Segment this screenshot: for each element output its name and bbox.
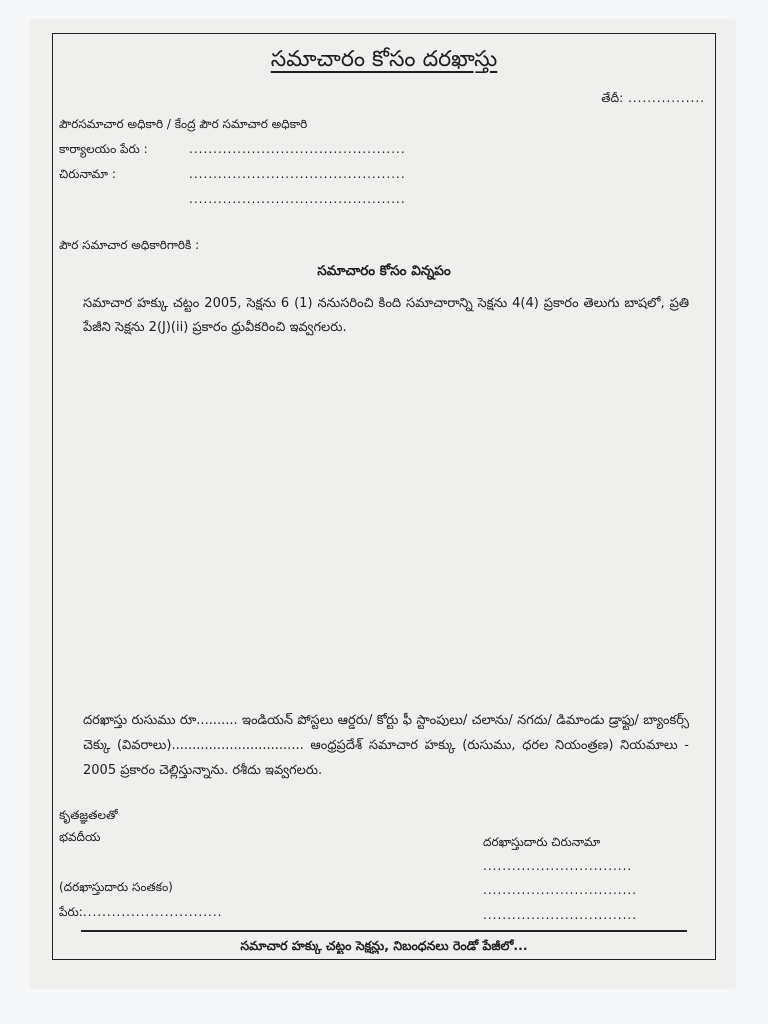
name-blank: ............................. [82, 905, 223, 919]
address-label: చిరునామా : [59, 167, 116, 181]
address-field-line-2 [59, 191, 479, 208]
salutation-text: పౌర సమాచార అధికారిగారికి : [59, 238, 200, 252]
address-blank-1: ............................................. [189, 167, 406, 181]
form-border [52, 33, 716, 960]
applicant-address-label: దరఖాస్తుదారు చిరునామా [483, 835, 601, 849]
footer-note: సమాచార హక్కు చట్టం సెక్షన్లు, నిబంధనలు రెండో పేజీలో... [240, 938, 528, 953]
officer-line-text: పౌరసమాచార అధికారి / కేంద్ర పౌర సమాచార అధికారి [59, 117, 308, 131]
date-label: తేదీ: [601, 91, 624, 105]
form-title [53, 44, 715, 76]
footer-divider [81, 930, 687, 932]
applicant-address-blank-3: ................................ [483, 908, 638, 922]
applicant-address-blank-2: ................................ [483, 883, 638, 897]
signature-label: (దరఖాస్తుదారు సంతకం) [59, 880, 173, 894]
office-name-label: కార్యాలయం పేరు : [59, 142, 148, 156]
applicant-address-blank-1: ............................... [483, 859, 633, 873]
office-name-field [59, 141, 479, 158]
request-body: సమాచార హక్కు చట్టం 2005, సెక్షను 6 (1) ననుసరించి కింది సమాచారాన్ని సెక్షను 4(4) ప్రకారం తెలుగు బాషలో, ప్రతి పేజీని సెక్షను 2(J)(ii) ప్రకారం ధ్రువీకరించి ఇవ్వగలరు. [83, 296, 689, 335]
office-name-blank: ............................................. [189, 142, 406, 156]
yours-text: భవదీయ [59, 830, 101, 844]
closing-text: కృతజ్ఞతలతో [59, 808, 118, 822]
officer-line [59, 116, 479, 133]
fee-body: దరఖాస్తు రుసుము రూ.......... ఇండియన్ పోస్టలు ఆర్డరు/ కోర్టు ఫీ స్టాంపులు/ చలాను/ నగదు/ డిమాండు డ్రాఫ్టు/ బ్యాంకర్స్ చెక్కు (వివరాలు)................................ ఆంధ్రప్రదేశ్ సమాచార హక్కు (రుసుము, ధరల నియంత్రణ) నియమాలు - 2005 ప్రకారం చెల్లిస్తున్నాను. రశీదు ఇవ్వగలరు. [83, 713, 689, 778]
form-paper [30, 20, 735, 988]
request-heading: సమాచారం కోసం విన్నపం [317, 263, 451, 279]
date-blank: ................ [623, 91, 705, 105]
date-field [601, 90, 705, 107]
address-blank-2: ............................................. [189, 192, 406, 206]
address-field [59, 166, 479, 183]
name-field [59, 904, 222, 921]
salutation [59, 237, 479, 254]
form-title-text: సమాచారం కోసం దరఖాస్తు [270, 47, 498, 72]
name-label: పేరు: [59, 905, 83, 919]
